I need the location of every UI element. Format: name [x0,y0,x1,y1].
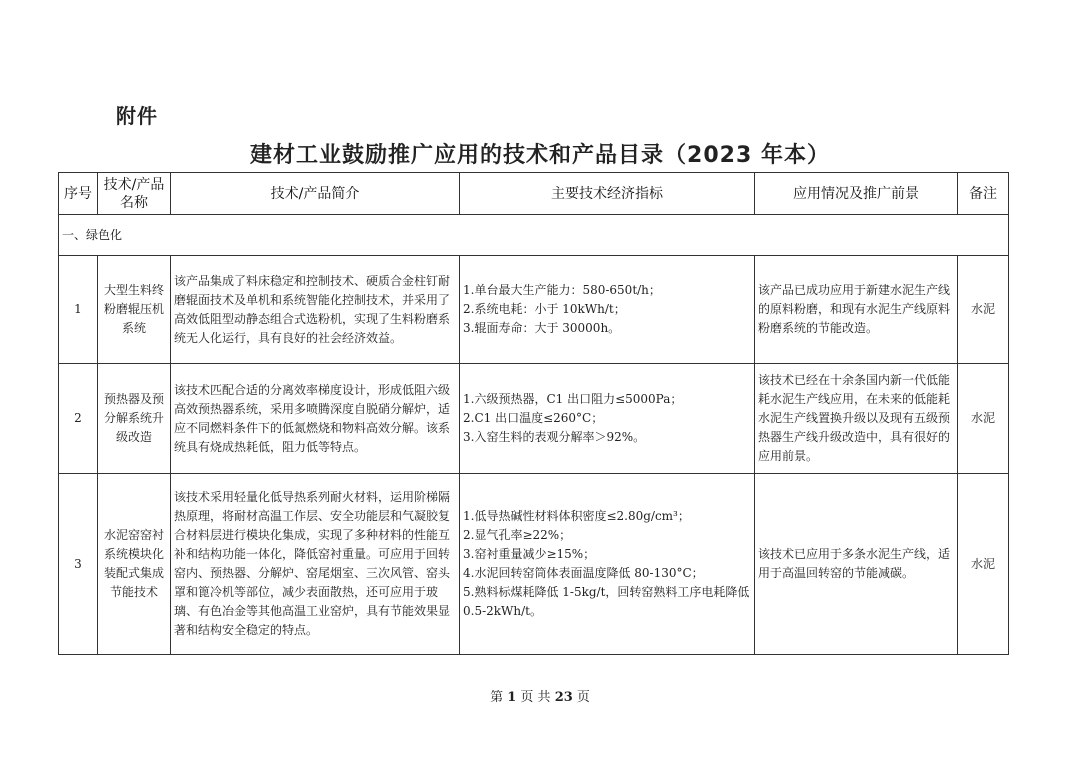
header-row [59,173,1009,215]
header-name: 技术/产品名称 [98,173,171,215]
cell-remark: 水泥 [958,256,1009,364]
indicator-line: 1.六级预热器，C1 出口阻力≤5000Pa； [463,392,683,406]
indicator-line: 2.系统电耗：小于 10kWh/t； [463,302,626,316]
footer-prefix: 第 [490,690,504,705]
indicator-line: 1.低导热碱性材料体积密度≤2.80g/cm³； [463,509,690,523]
footer-suffix: 页 [576,690,590,705]
cell-intro: 该产品集成了料床稳定和控制技术、硬质合金柱钉耐磨辊面技术及单机和系统智能化控制技术，并采用了高效低阻型动静态组合式选粉机，实现了生料粉磨系统无人化运行，具有良好的社会经济效益。 [171,256,460,364]
attachment-label: 附件 [116,104,158,128]
table-row [59,364,1009,474]
indicator-line: 2.显气孔率≥22%； [463,528,572,542]
cell-remark: 水泥 [958,474,1009,655]
cell-remark: 水泥 [958,364,1009,474]
header-no: 序号 [59,173,98,215]
indicator-line: 4.水泥回转窑筒体表面温度降低 80-130°C； [463,566,704,580]
cell-intro: 该技术匹配合适的分离效率梯度设计，形成低阻六级高效预热器系统，采用多喷腾深度自脱硝分解炉，适应不同燃料条件下的低氮燃烧和物料高效分解。该系统具有烧成热耗低，阻力低等特点。 [171,364,460,474]
indicator-line: 5.熟料标煤耗降低 1-5kg/t，回转窑熟料工序电耗降低 [463,585,750,599]
indicator-line: 3.窑衬重量减少≥15%； [463,547,596,561]
cell-indicators [460,474,755,655]
cell-no: 2 [59,364,98,474]
cell-application: 该技术已经在十余条国内新一代低能耗水泥生产线应用，在未来的低能耗水泥生产线置换升级以及现有五级预热器生产线升级改造中，具有很好的应用前景。 [755,364,958,474]
cell-indicators [460,256,755,364]
indicator-line: 0.5-2kWh/t。 [463,604,542,618]
cell-application: 该技术已应用于多条水泥生产线，适用于高温回转窑的节能减碳。 [755,474,958,655]
footer-page-number: 1 [507,690,517,705]
cell-name: 水泥窑窑衬系统模块化装配式集成节能技术 [98,474,171,655]
section-title: 一、绿色化 [59,215,1009,256]
section-row [59,215,1009,256]
cell-indicators [460,364,755,474]
cell-no: 1 [59,256,98,364]
header-intro: 技术/产品简介 [171,173,460,215]
cell-intro: 该技术采用轻量化低导热系列耐火材料，运用阶梯隔热原理，将耐材高温工作层、安全功能层和气凝胶复合材料层进行模块化集成，实现了多种材料的性能互补和结构功能一体化，降低窑衬重量。可应用于回转窑内、预热器、分解炉、窑尾烟室、三次风管、窑头罩和篦冷机等部位，减少表面散热，还可应用于玻璃、有色冶金等其他高温工业窑炉，具有节能效果显著和结构安全稳定的特点。 [171,474,460,655]
header-remark: 备注 [958,173,1009,215]
page-title: 建材工业鼓励推广应用的技术和产品目录（2023 年本） [250,143,830,168]
indicator-line: 3.辊面寿命：大于 30000h。 [463,321,621,335]
indicator-line: 1.单台最大生产能力：580-650t/h； [463,283,661,297]
cell-application: 该产品已成功应用于新建水泥生产线的原料粉磨，和现有水泥生产线原料粉磨系统的节能改造。 [755,256,958,364]
page-footer [0,686,1080,705]
header-application: 应用情况及推广前景 [755,173,958,215]
table-row [59,256,1009,364]
table-row [59,474,1009,655]
header-indicators: 主要技术经济指标 [460,173,755,215]
indicator-line: 3.入窑生料的表观分解率＞92%。 [463,430,646,444]
cell-name: 大型生料终粉磨辊压机系统 [98,256,171,364]
cell-no: 3 [59,474,98,655]
catalog-table [58,172,1009,655]
cell-name: 预热器及预分解系统升级改造 [98,364,171,474]
footer-total-pages: 23 [554,690,573,705]
indicator-line: 2.C1 出口温度≤260°C； [463,411,604,425]
footer-middle: 页 共 [520,690,551,705]
